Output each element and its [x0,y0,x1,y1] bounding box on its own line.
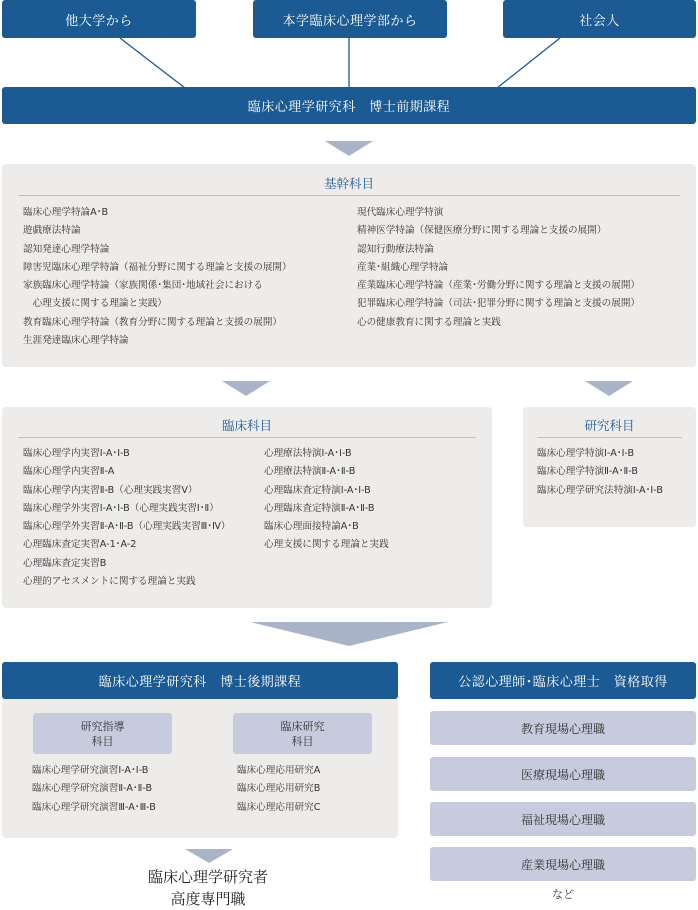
down-arrow [222,381,270,396]
list-item: 臨床心理学特演Ⅰ-A･Ⅰ-B [537,448,635,459]
clinical-subjects-right-list [264,445,389,555]
list-item: 心理臨床査定実習B [23,557,107,569]
list-item: 精神医学特論（保健医療分野に関する理論と支援の展開） [357,225,607,237]
research-guidance-title-line2: 科目 [91,734,114,748]
list-item: 心理支援に関する理論と実践 [264,539,389,551]
list-item: 臨床心理学外実習Ⅱ-A･Ⅱ-B（心理実践実習Ⅲ･Ⅳ） [23,521,231,533]
divider [18,195,680,196]
clinical-subjects-panel [2,407,492,608]
funnel-arrow [0,620,698,650]
list-item: 遊戯療法特論 [23,225,81,237]
list-item: 臨床心理学研究演習Ⅰ-A･Ⅰ-B [32,765,149,776]
doctoral-course-panel [2,699,398,838]
clinical-research-list [237,762,320,817]
list-item: 現代臨床心理学特演 [357,207,444,218]
career-education: 教育現場心理職 [430,711,696,745]
clinical-research-box [233,713,372,754]
list-item: 臨床心理応用研究A [237,765,321,776]
list-item: 臨床心理学内実習Ⅱ-B（心理実践実習Ⅴ） [23,484,198,496]
clinical-subjects-left-list [23,445,231,591]
research-guidance-title-line1: 研究指導 [80,719,125,733]
list-item: 認知発達心理学特論 [23,243,110,255]
list-item: 臨床心理学研究演習Ⅲ-A･Ⅲ-B [32,801,156,813]
list-item: 心理臨床査定特演Ⅰ-A･Ⅰ-B [264,484,371,496]
list-item: 臨床心理応用研究C [237,801,321,813]
connector-line [120,38,185,88]
down-arrow [325,141,373,156]
list-item: 生涯発達臨床心理学特論 [23,335,129,347]
basic-subjects-left-list [23,204,292,350]
list-item: 心理支援に関する理論と実践） [23,298,167,310]
funnel-arrow-shape [250,622,448,646]
career-welfare: 福祉現場心理職 [430,802,696,836]
research-subjects-list [537,445,663,500]
etc-label: など [552,888,574,901]
list-item: 臨床心理学研究法特演Ⅰ-A･Ⅰ-B [537,484,663,496]
outcome-text [100,866,316,910]
list-item: 臨床心理学内実習Ⅱ-A [23,466,115,478]
outcome-line1: 臨床心理学研究者 [147,868,268,886]
list-item: 心理的アセスメントに関する理論と実践 [23,576,196,588]
clinical-research-title-line2: 科目 [291,734,314,748]
divider [537,437,682,438]
entry-working-adult: 社会人 [503,0,696,38]
qualification-banner: 公認心理師･臨床心理士 資格取得 [430,662,696,699]
list-item: 障害児臨床心理学特論（福祉分野に関する理論と支援の展開） [23,261,292,273]
list-item: 臨床心理面接特論A･B [264,521,359,533]
list-item: 心理臨床査定実習A-1･A-2 [23,539,137,551]
list-item: 心理療法特演Ⅱ-A･Ⅱ-B [264,466,356,478]
list-item: 教育臨床心理学特論（教育分野に関する理論と支援の展開） [23,316,283,328]
entry-own-faculty: 本学臨床心理学部から [253,0,447,38]
divider [18,437,476,438]
research-guidance-box [33,713,172,754]
research-guidance-list [32,762,156,817]
career-industry: 産業現場心理職 [430,847,696,881]
basic-subjects-right-list [357,204,640,332]
clinical-subjects-title: 臨床科目 [221,418,272,433]
list-item: 心理臨床査定特演Ⅱ-A･Ⅱ-B [264,502,375,514]
list-item: 臨床心理学内実習Ⅰ-A･Ⅰ-B [23,448,130,459]
list-item: 認知行動療法特論 [357,243,434,255]
outcome-line2: 高度専門職 [170,890,246,908]
list-item: 臨床心理学特論A･B [23,207,109,218]
down-arrow [585,381,633,396]
career-medical: 医療現場心理職 [430,757,696,791]
list-item: 犯罪臨床心理学特論（司法･犯罪分野に関する理論と支援の展開） [357,298,641,310]
basic-subjects-panel [2,164,696,367]
doctoral-course-banner: 臨床心理学研究科 博士後期課程 [2,662,398,699]
clinical-research-title-line1: 臨床研究 [280,719,325,733]
research-subjects-panel [523,407,696,527]
masters-course-banner: 臨床心理学研究科 博士前期課程 [2,87,696,124]
connector-line [497,38,560,88]
list-item: 臨床心理学特演Ⅱ-A･Ⅱ-B [537,466,638,478]
list-item: 産業臨床心理学特論（産業･労働分野に関する理論と支援の展開） [357,280,641,292]
list-item: 心理療法特演Ⅰ-A･Ⅰ-B [264,448,352,459]
list-item: 臨床心理学外実習Ⅰ-A･Ⅰ-B（心理実践実習Ⅰ･Ⅱ） [23,502,219,514]
entry-other-university: 他大学から [2,0,196,38]
list-item: 臨床心理応用研究B [237,783,321,795]
list-item: 臨床心理学研究演習Ⅱ-A･Ⅱ-B [32,783,153,795]
list-item: 産業･組織心理学特論 [357,261,449,273]
list-item: 家族臨床心理学特論（家族関係･集団･地域社会における [23,280,263,292]
basic-subjects-title: 基幹科目 [323,176,374,191]
down-arrow [185,849,233,863]
list-item: 心の健康教育に関する理論と実践 [357,316,501,328]
research-subjects-title: 研究科目 [584,418,635,433]
